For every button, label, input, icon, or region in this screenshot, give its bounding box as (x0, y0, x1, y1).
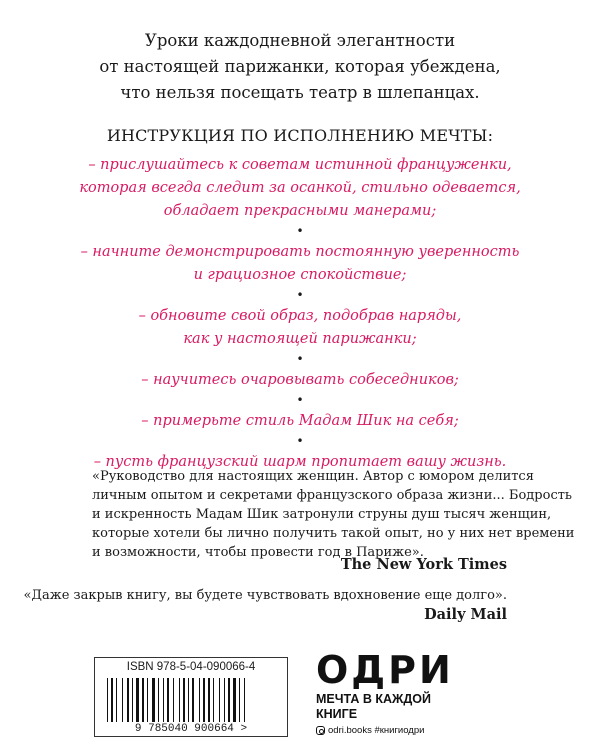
bullet-separator: • (296, 224, 304, 238)
intro-line: Уроки каждодневной элегантности (144, 31, 456, 50)
bullet-separator: • (296, 393, 304, 407)
review-quote: «Даже закрыв книгу, вы будете чувствовать вдохновение еще долго». (23, 588, 507, 603)
list-item-line: которая всегда следит за осанкой, стильно одевается, (79, 180, 521, 196)
list-item (0, 369, 600, 392)
publisher-social-text: odri.books #книгиодри (328, 725, 425, 736)
list-item-line: обладает прекрасными манерами; (163, 203, 437, 219)
list-item-line: – примерьте стиль Мадам Шик на себя; (141, 413, 459, 429)
list-item (0, 305, 600, 351)
list-item-line: – обновите свой образ, подобрав наряды, (138, 308, 462, 324)
intro-line: что нельзя посещать театр в шлепанцах. (120, 83, 480, 102)
instagram-icon (316, 726, 325, 735)
list-item-line: – прислушайтесь к советам истинной француженки, (88, 157, 512, 173)
review-quote-line: личным опытом и секретами французского образа жизни... Бодрость (92, 488, 573, 503)
list-item (0, 154, 600, 223)
review-quote-line: и искренность Мадам Шик затронули струны душ тысяч женщин, (92, 507, 552, 522)
instructions-heading: ИНСТРУКЦИЯ ПО ИСПОЛНЕНИЮ МЕЧТЫ: (106, 126, 494, 145)
intro-line: от настоящей парижанки, которая убеждена, (99, 57, 501, 76)
list-item-line: – начните демонстрировать постоянную уверенность (80, 244, 520, 260)
barcode-digits: 9 785040 900664 > (134, 723, 248, 735)
list-item (0, 241, 600, 287)
publisher-logo (316, 648, 454, 736)
isbn-barcode (94, 657, 288, 737)
review-quote (92, 467, 575, 562)
intro-text (0, 28, 600, 106)
isbn-text: ISBN 978-5-04-090066-4 (126, 661, 256, 673)
list-item-line: и грациозное спокойствие; (193, 267, 407, 283)
review-source: Daily Mail (424, 606, 507, 623)
review-quote-line: которые хотели бы лично получить такой опыт, но у них нет времени (92, 526, 575, 541)
publisher-tagline (316, 692, 442, 722)
review-source: The New York Times (340, 556, 507, 573)
bullet-separator: • (296, 288, 304, 302)
bullet-separator: • (296, 434, 304, 448)
list-item (0, 410, 600, 433)
publisher-name: ОДРИ (316, 648, 454, 692)
list-item-line: – пусть французский шарм пропитает вашу жизнь. (93, 454, 507, 470)
publisher-tagline-line: КНИГЕ (316, 707, 358, 721)
review-quote-line: и возможности, чтобы провести год в Париже». (92, 545, 424, 560)
barcode-bars (107, 678, 277, 722)
publisher-tagline-line: МЕЧТА В КАЖДОЙ (316, 692, 431, 706)
list-item-line: – научитесь очаровывать собеседников; (141, 372, 459, 388)
bullet-separator: • (296, 352, 304, 366)
publisher-social (316, 725, 442, 736)
instructions-list (0, 152, 600, 476)
list-item-line: как у настоящей парижанки; (183, 331, 417, 347)
review-quote-line: «Руководство для настоящих женщин. Автор с юмором делится (92, 469, 534, 484)
